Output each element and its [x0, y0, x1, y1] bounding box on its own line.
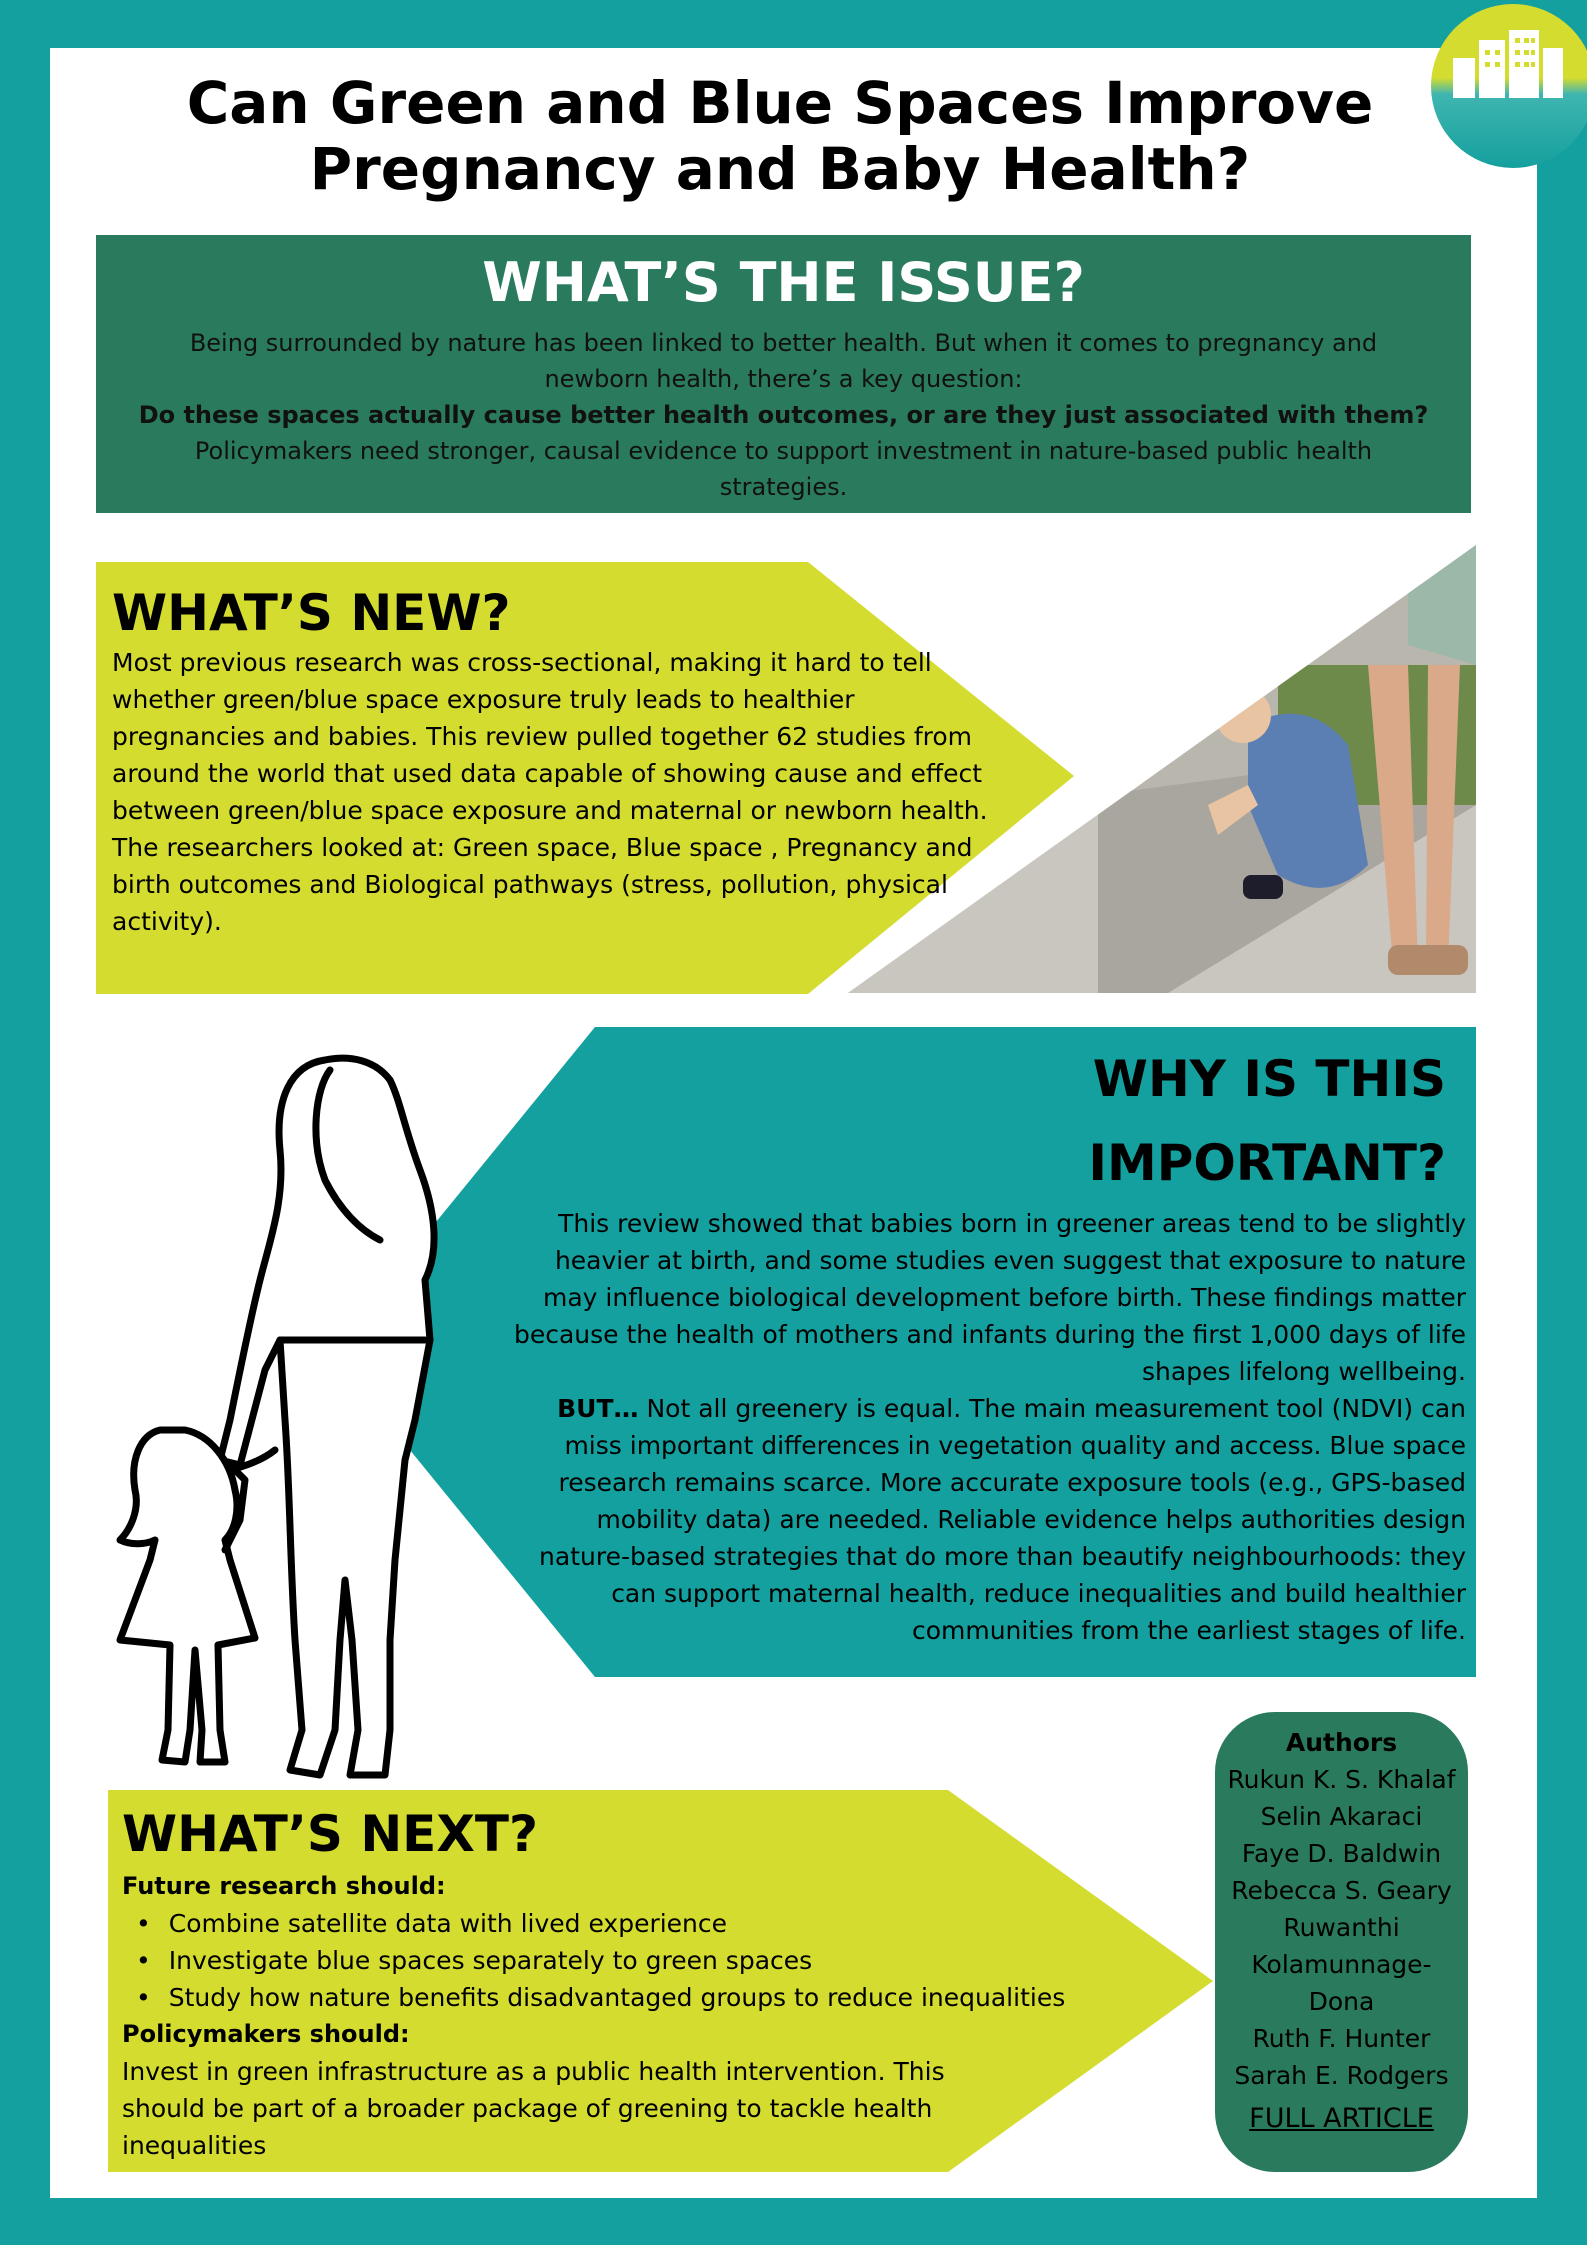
poster-title: [100, 70, 1460, 202]
author-name: Faye D. Baldwin: [1241, 1839, 1442, 1868]
issue-key-question: Do these spaces actually cause better health outcomes, or are they just associated with them?: [138, 401, 1429, 429]
whats-next-section: [122, 1800, 1162, 2164]
why-important-heading: [500, 1027, 1466, 1205]
policymakers-label: Policymakers should:: [122, 2020, 410, 2048]
why-paragraph-2: [500, 1390, 1466, 1649]
author-name: Kolamunnage-: [1251, 1950, 1432, 1979]
whats-new-paragraph-2: The researchers looked at: Green space, Blue space , Pregnancy and birth outcomes and Biological pathways (stress, pollution, physical activity).: [112, 833, 973, 936]
author-name: Rebecca S. Geary: [1231, 1876, 1452, 1905]
author-name: Rukun K. S. Khalaf: [1227, 1765, 1456, 1794]
issue-paragraph-1: Being surrounded by nature has been linked to better health. But when it comes to pregnancy and newborn health, there’s a key question:: [189, 329, 1378, 393]
authors-panel: [1215, 1712, 1468, 2172]
list-item: • Study how nature benefits disadvantaged groups to reduce inequalities: [136, 1979, 1162, 2016]
author-name: Ruth F. Hunter: [1252, 2024, 1431, 2053]
future-research-list: [122, 1905, 1162, 2016]
child-on-curb-photo: [848, 545, 1476, 993]
authors-heading: Authors: [1285, 1728, 1398, 1757]
why-but-label: BUT…: [557, 1394, 639, 1423]
title-line-1: Can Green and Blue Spaces Improve: [186, 69, 1374, 137]
why-important-section: [500, 1027, 1466, 1649]
why-paragraph-1: This review showed that babies born in greener areas tend to be slightly heavier at birth, and some studies even suggest that exposure to nature may influence biological development before birth. These findings matter because the health of mothers and infants during the first 1,000 days of life shapes lifelong wellbeing.: [513, 1209, 1466, 1386]
list-item: • Investigate blue spaces separately to green spaces: [136, 1942, 1162, 1979]
issue-paragraph-3: Policymakers need stronger, causal evidence to support investment in nature-based public health strategies.: [194, 437, 1373, 501]
issue-heading: WHAT’S THE ISSUE?: [482, 251, 1085, 314]
whats-new-paragraph-1: Most previous research was cross-sectional, making it hard to tell whether green/blue space exposure truly leads to healthier pregnancies and babies. This review pulled together 62 studies from around the world that used data capable of showing cause and effect between green/blue space exposure and maternal or newborn health.: [112, 648, 988, 825]
issue-section: [96, 235, 1471, 513]
policymakers-text: Invest in green infrastructure as a public health intervention. This should be part of a broader package of greening to tackle health inequalities: [122, 2057, 945, 2160]
list-item: • Combine satellite data with lived experience: [136, 1905, 1162, 1942]
why-heading-line-1: WHY IS THIS: [1092, 1050, 1446, 1108]
title-line-2: Pregnancy and Baby Health?: [309, 135, 1251, 203]
author-name: Dona: [1308, 1987, 1375, 2016]
author-name: Ruwanthi: [1283, 1913, 1400, 1942]
why-heading-line-2: IMPORTANT?: [1088, 1134, 1446, 1192]
why-paragraph-2-text: Not all greenery is equal. The main measurement tool (NDVI) can miss important differences in vegetation quality and access. Blue space research remains scarce. More accurate exposure tools (e.g., GPS-based mobility data) are needed. Reliable evidence helps authorities design nature-based strategies that do more than beautify neighbourhoods: they can support maternal health, reduce inequalities and build healthier communities from the earliest stages of life.: [539, 1394, 1466, 1645]
mother-and-child-outline-icon: [90, 1040, 510, 1840]
whats-new-heading: WHAT’S NEW?: [112, 584, 511, 642]
full-article-link[interactable]: FULL ARTICLE: [1249, 2103, 1434, 2134]
author-name: Selin Akaraci: [1260, 1802, 1423, 1831]
whats-next-heading: WHAT’S NEXT?: [122, 1805, 538, 1863]
author-name: Sarah E. Rodgers: [1234, 2061, 1449, 2090]
future-research-label: Future research should:: [122, 1872, 446, 1900]
